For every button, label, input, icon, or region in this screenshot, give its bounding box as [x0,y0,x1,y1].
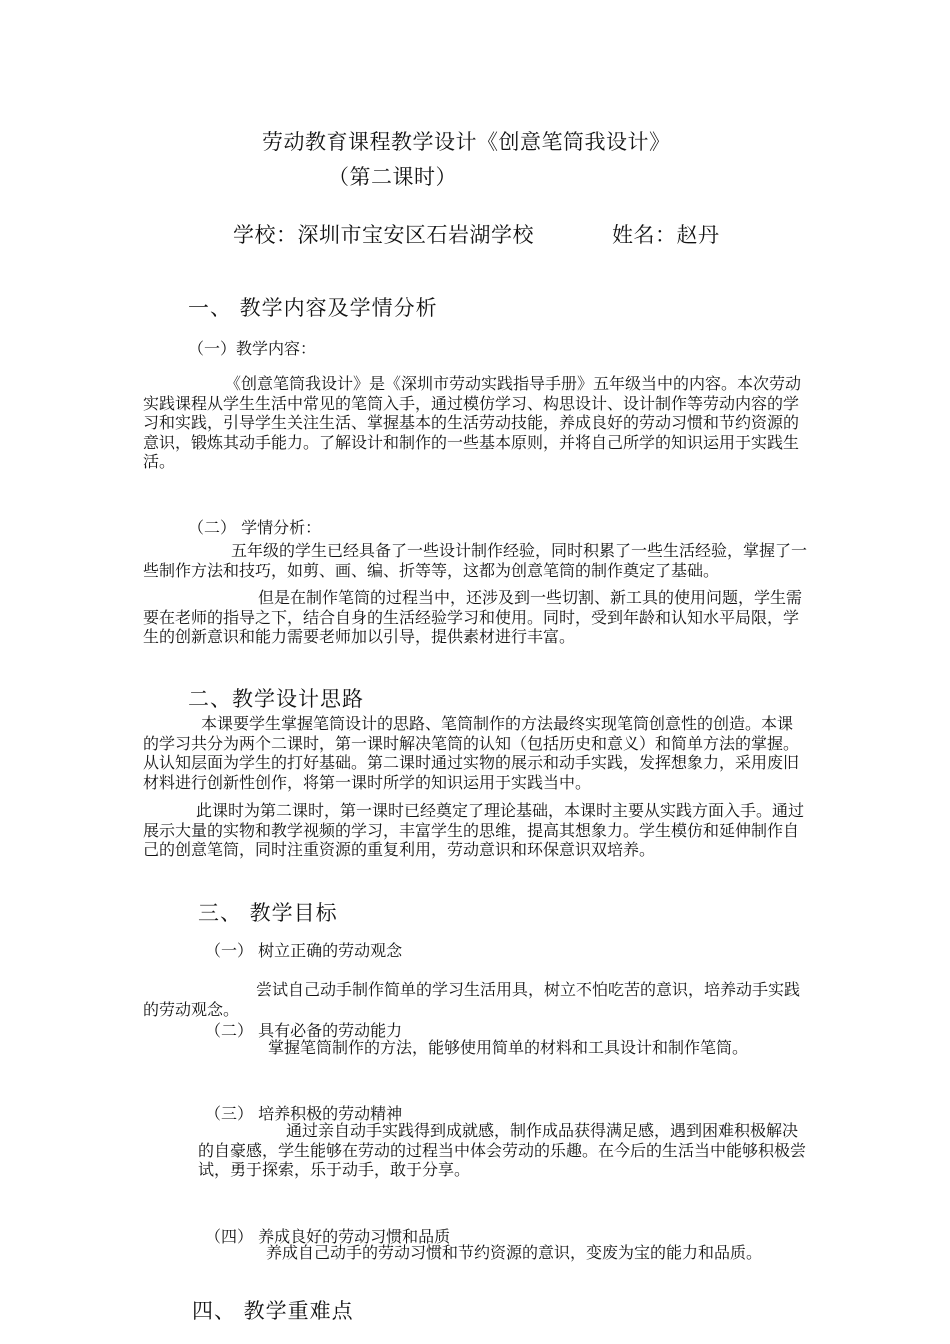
goal-1-text: 尝试自己动手制作简单的学习生活用具，树立不怕吃苦的意识，培养动手实践的劳动观念。 [143,980,801,1019]
goal-4-text: 养成自己动手的劳动习惯和节约资源的意识，变废为宝的能力和品质。 [266,1243,763,1262]
document-title: 劳动教育课程教学设计《创意笔筒我设计》 [262,130,671,154]
goal-1-heading: （一） 树立正确的劳动观念 [205,941,403,960]
section-2-paragraph-2: 此课时为第二课时，第一课时已经奠定了理论基础，本课时主要从实践方面入手。通过展示大量的实物和教学视频的学习，丰富学生的思维，提高其想象力。学生模仿和延伸制作自己的创意笔筒，同时注重资源的重复利用，劳动意识和环保意识双培养。 [143,801,805,859]
section-1-paragraph-2: 五年级的学生已经具备了一些设计制作经验，同时积累了一些生活经验，掌握了一些制作方法和技巧，如剪、画、编、折等等，这都为创意笔筒的制作奠定了基础。 [143,541,808,580]
section-2-heading: 二、教学设计思路 [188,687,364,711]
document-subtitle: （第二课时） [328,165,457,189]
goal-2-heading: （二） 具有必备的劳动能力 [205,1021,403,1040]
section-2-paragraph-1: 本课要学生掌握笔筒设计的思路、笔筒制作的方法最终实现笔筒创意性的创造。本课的学习共分为两个二课时，第一课时解决笔筒的认知（包括历史和意义）和简单方法的掌握。从认知层面为学生的打好基础。第二课时通过实物的展示和动手实践，发挥想象力，采用废旧材料进行创新性创作，将第一课时所学的知识运用于实践当中。 [143,714,800,792]
section-1-sub2-heading: （二） 学情分析： [188,518,322,537]
goal-3-text: 通过亲自动手实践得到成就感，制作成品获得满足感，遇到困难积极解决的自豪感，学生能够在劳动的过程当中体会劳动的乐趣。在今后的生活当中能够积极尝试，勇于探索，乐于动手，敢于分享。 [198,1121,807,1179]
section-1-sub1-heading: （一）教学内容： [188,339,317,358]
section-4-heading: 四、 教学重难点 [192,1299,354,1323]
goal-2-text: 掌握笔筒制作的方法，能够使用简单的材料和工具设计和制作笔筒。 [268,1038,749,1057]
goal-4-heading: （四） 养成良好的劳动习惯和品质 [205,1227,451,1246]
author-label: 姓名：赵丹 [612,223,720,247]
section-1-heading: 一、 教学内容及学情分析 [188,296,438,320]
section-1-paragraph-3: 但是在制作笔筒的过程当中，还涉及到一些切割、新工具的使用问题，学生需要在老师的指导之下，结合自身的生活经验学习和使用。同时，受到年龄和认知水平局限，学生的创新意识和能力需要老师加以引导，提供素材进行丰富。 [143,588,803,646]
goal-3-heading: （三） 培养积极的劳动精神 [205,1104,403,1123]
section-3-heading: 三、 教学目标 [198,901,338,925]
school-label: 学校：深圳市宝安区石岩湖学校 [233,223,534,247]
section-1-paragraph-1: 《创意笔筒我设计》是《深圳市劳动实践指导手册》五年级当中的内容。本次劳动实践课程从学生生活中常见的笔筒入手，通过模仿学习、构思设计、设计制作等劳动内容的学习和实践，引导学生关注生活、掌握基本的生活劳动技能，养成良好的劳动习惯和节约资源的意识，锻炼其动手能力。了解设计和制作的一些基本原则，并将自己所学的知识运用于实践生活。 [143,374,802,471]
